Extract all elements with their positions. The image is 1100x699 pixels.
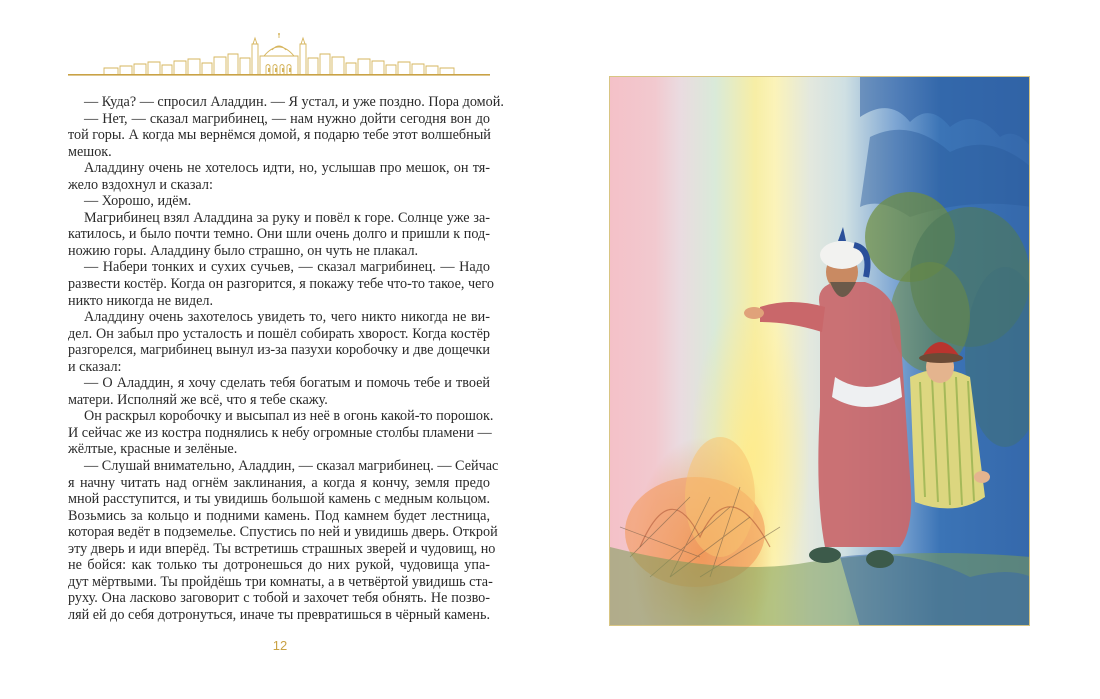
- text-line: не бойся: как только ты дотронешься до них рукой, чудовища упа-: [68, 557, 490, 574]
- text-line: и сказал:: [68, 358, 122, 375]
- illustration-magician-bonfire: [609, 76, 1030, 626]
- text-line: — О Аладдин, я хочу сделать тебя богатым и помочь тебе и твоей: [84, 375, 490, 392]
- text-line: ляй ей до себя дотронуться, иначе ты превратишься в чёрный камень.: [68, 606, 491, 623]
- text-line: Он раскрыл коробочку и высыпал из неё в огонь какой-то порошок.: [84, 408, 494, 425]
- skyline-icon: [68, 32, 490, 78]
- text-line: — Набери тонких и сухих сучьев, — сказал магрибинец. — Надо: [84, 259, 490, 276]
- right-page: [550, 0, 1100, 699]
- page-number: 12: [272, 638, 288, 653]
- city-skyline-ornament: [68, 32, 490, 78]
- text-line: — Нет, — сказал магрибинец, — нам нужно дойти сегодня вон до: [84, 110, 490, 127]
- text-line: Аладдину очень захотелось увидеть то, чего никто никогда не ви-: [84, 309, 490, 326]
- text-line: жёлтые, красные и зелёные.: [68, 441, 238, 458]
- text-line: развести костёр. Когда он разгорится, я покажу тебе что-то такое, чего: [68, 276, 494, 293]
- watercolor-scene-icon: [610, 77, 1030, 626]
- text-line: руху. Она ласково заговорит с тобой и захочет тебя обнять. Не позво-: [68, 590, 490, 607]
- text-line: катилось, и было почти темно. Они шли очень долго и пришли к под-: [68, 226, 490, 243]
- text-line: мной расступится, и ты увидишь большой камень с медным кольцом.: [68, 491, 490, 508]
- text-line: — Хорошо, идём.: [84, 193, 192, 210]
- text-line: мешок.: [68, 143, 112, 160]
- text-line: Аладдину очень не хотелось идти, но, услышав про мешок, он тя-: [84, 160, 490, 177]
- text-line: Возьмись за кольцо и подними камень. Под камнем будет лестница,: [68, 507, 490, 524]
- text-line: которая ведёт в подземелье. Спустись по ней и увидишь дверь. Открой: [68, 524, 498, 541]
- text-line: Магрибинец взял Аладдина за руку и повёл к горе. Солнце уже за-: [84, 209, 490, 226]
- text-line: я начну читать над огнём заклинания, а когда я кончу, земля предо: [68, 474, 490, 491]
- text-line: ножию горы. Аладдину было страшно, он чуть не плакал.: [68, 242, 419, 259]
- text-line: той горы. А когда мы вернёмся домой, я подарю тебе этот волшебный: [68, 127, 491, 144]
- text-line: матери. Исполняй же всё, что я тебе скажу.: [68, 391, 328, 408]
- story-text: [68, 94, 504, 624]
- text-line: дел. Он забыл про усталость и пошёл собирать хворост. Когда костёр: [68, 325, 490, 342]
- header-rule: [68, 74, 490, 76]
- text-line: — Куда? — спросил Аладдин. — Я устал, и уже поздно. Пора домой.: [84, 94, 504, 110]
- text-line: дут мёртвыми. Ты пройдёшь три комнаты, а в четвёртой увидишь ста-: [68, 573, 493, 590]
- text-line: эту дверь и иди вперёд. Ты встретишь страшных зверей и чудовищ, но: [68, 540, 496, 557]
- text-line: жело вздохнул и сказал:: [68, 176, 213, 193]
- text-line: — Слушай внимательно, Аладдин, — сказал магрибинец. — Сейчас: [84, 458, 499, 475]
- text-line: разгорелся, магрибинец вынул из-за пазухи коробочку и две дощечки: [68, 342, 490, 359]
- text-line: никто никогда не видел.: [68, 292, 214, 309]
- text-line: И сейчас же из костра поднялись к небу огромные столбы пламени —: [68, 424, 492, 441]
